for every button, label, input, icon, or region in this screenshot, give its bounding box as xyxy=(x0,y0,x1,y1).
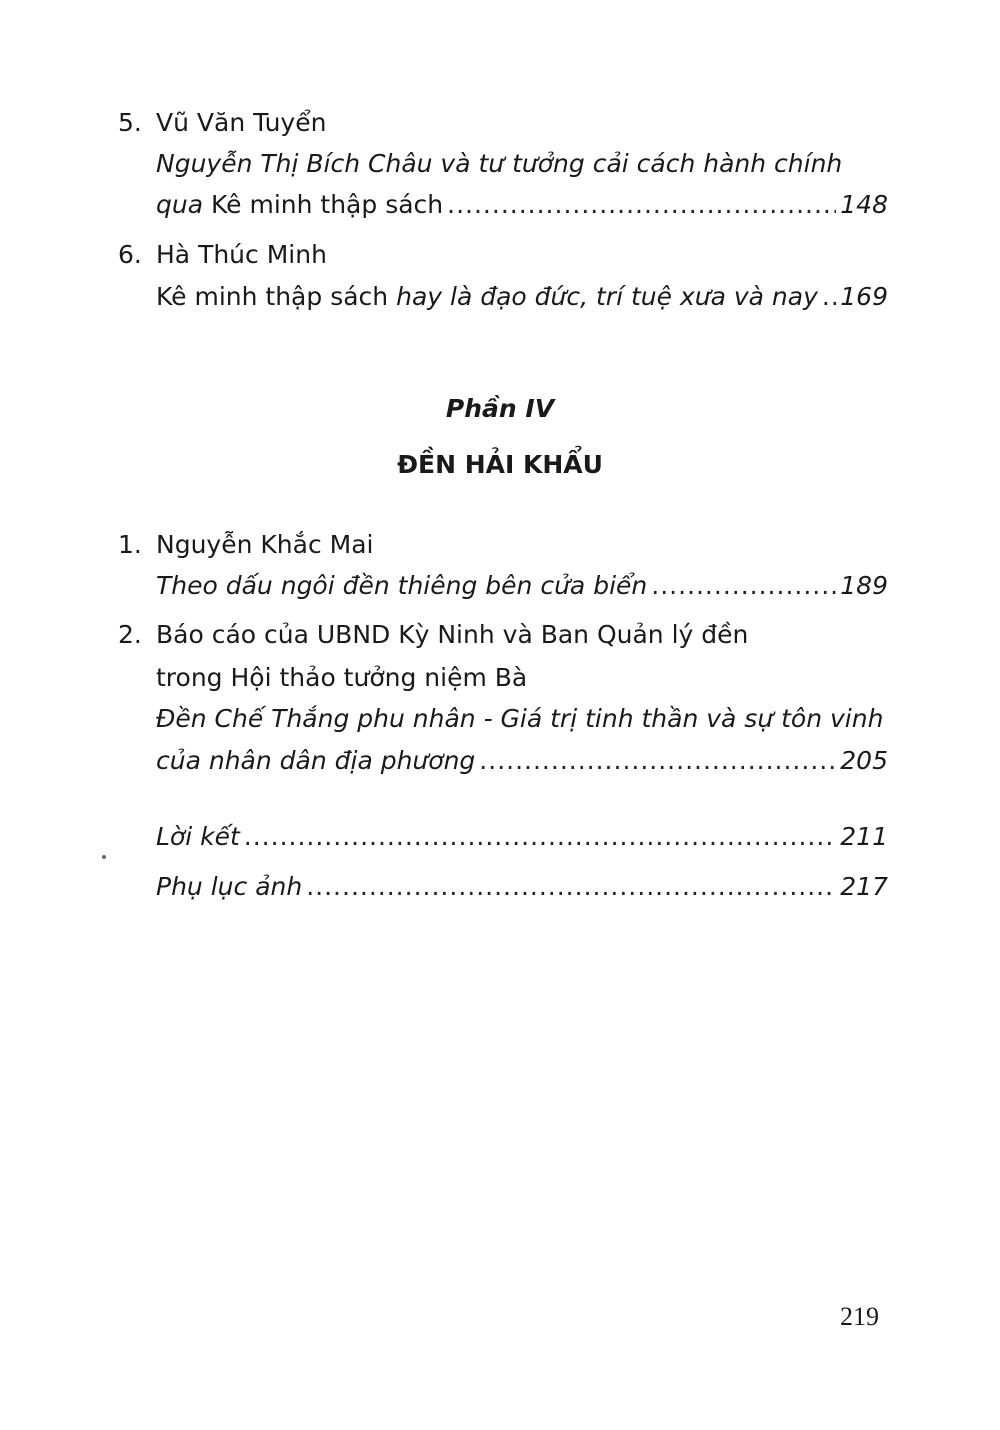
page-number: 217 xyxy=(840,872,888,901)
toc-entry-loi-ket xyxy=(156,822,888,851)
leader-dots xyxy=(822,282,836,311)
print-speck xyxy=(102,855,106,859)
item-title-rest: hay là đạo đức, trí tuệ xưa và nay xyxy=(396,282,818,311)
page-number: 189 xyxy=(840,571,888,600)
item-title-line: của nhân dân địa phương xyxy=(156,746,476,775)
item-title: Theo dấu ngôi đền thiêng bên cửa biển xyxy=(156,571,648,600)
part-label: Phần IV xyxy=(445,394,555,423)
toc-entry xyxy=(156,282,888,311)
item-author-line: Báo cáo của UBND Kỳ Ninh và Ban Quản lý đền xyxy=(156,620,749,649)
item-title-line: Đền Chế Thắng phu nhân - Giá trị tinh thần và sự tôn vinh xyxy=(156,704,884,733)
entry-title: Phụ lục ảnh xyxy=(156,872,303,901)
entry-title: Lời kết xyxy=(156,822,240,851)
leader-dots xyxy=(479,746,836,775)
page-number: 169 xyxy=(840,282,888,311)
item-author: Hà Thúc Minh xyxy=(156,240,327,269)
item-title-qua: qua xyxy=(156,190,204,219)
item-number: 2. xyxy=(118,620,142,649)
toc-entry xyxy=(156,571,888,600)
item-author: Vũ Văn Tuyển xyxy=(156,108,327,137)
leader-dots xyxy=(651,571,836,600)
page-number: 211 xyxy=(840,822,888,851)
part-name: ĐỀN HẢI KHẨU xyxy=(397,450,603,479)
toc-entry-phu-luc xyxy=(156,872,888,901)
leader-dots xyxy=(306,872,836,901)
page-folio: 219 xyxy=(840,1302,879,1331)
toc-entry xyxy=(156,746,888,775)
item-book-title: Kê minh thập sách xyxy=(211,190,444,219)
item-book-title: Kê minh thập sách xyxy=(156,282,389,311)
leader-dots xyxy=(244,822,837,851)
item-author-line: trong Hội thảo tưởng niệm Bà xyxy=(156,663,528,692)
item-number: 5. xyxy=(118,108,142,137)
page-number: 148 xyxy=(840,190,888,219)
leader-dots xyxy=(447,190,836,219)
item-number: 1. xyxy=(118,530,142,559)
toc-entry xyxy=(156,190,888,219)
item-title-line: Nguyễn Thị Bích Châu và tư tưởng cải cách hành chính xyxy=(156,149,843,178)
item-number: 6. xyxy=(118,240,142,269)
item-author: Nguyễn Khắc Mai xyxy=(156,530,374,559)
page-number: 205 xyxy=(840,746,888,775)
